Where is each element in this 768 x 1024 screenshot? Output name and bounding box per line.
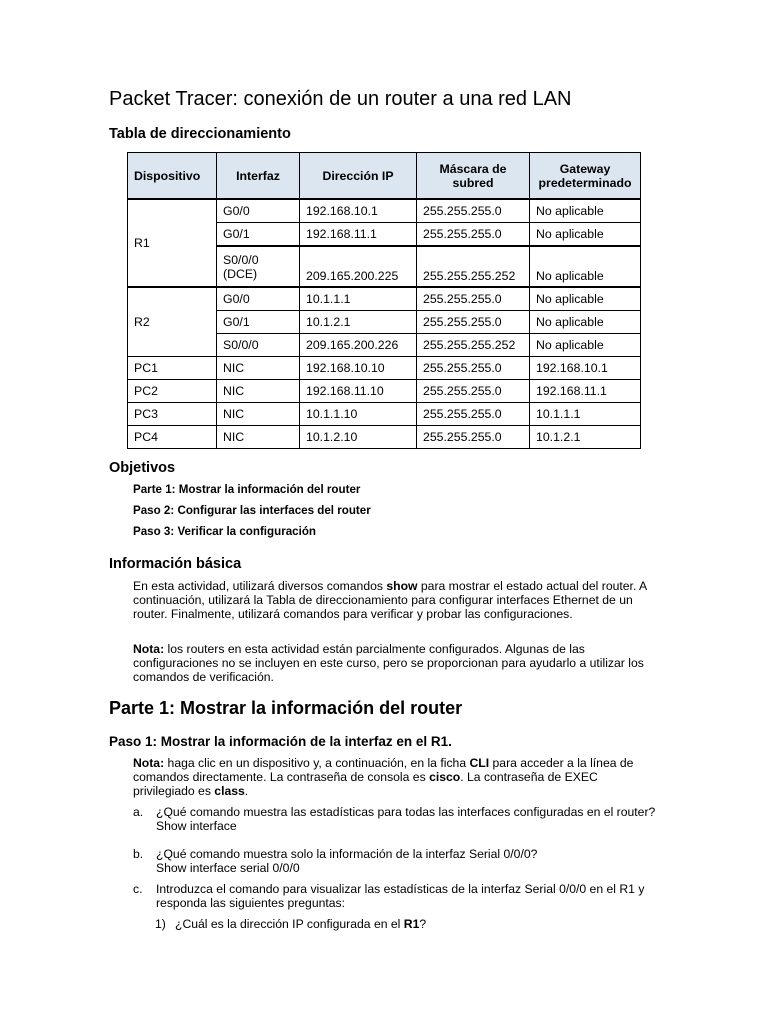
table-row xyxy=(128,403,641,426)
table-row xyxy=(128,426,641,449)
table-row xyxy=(128,380,641,403)
cell-mask: 255.255.255.0 xyxy=(417,357,530,380)
cell-ip: 209.165.200.226 xyxy=(300,334,417,357)
step1-heading: Paso 1: Mostrar la información de la interfaz en el R1. xyxy=(109,734,452,749)
cell-ip: 10.1.1.10 xyxy=(300,403,417,426)
cell-iface: NIC xyxy=(217,357,300,380)
cell-ip: 192.168.10.10 xyxy=(300,357,417,380)
objective-item: Parte 1: Mostrar la información del router xyxy=(133,483,361,496)
part1-heading: Parte 1: Mostrar la información del router xyxy=(109,698,463,718)
cell-device: PC4 xyxy=(128,426,217,449)
background-heading: Información básica xyxy=(109,556,242,572)
cell-ip: 192.168.11.10 xyxy=(300,380,417,403)
cell-iface: G0/0 xyxy=(217,287,300,311)
header-gateway: Gateway predeterminado xyxy=(530,153,641,200)
question-text: Introduzca el comando para visualizar las estadísticas de la interfaz Serial 0/0/0 en el R1 y responda las siguientes preguntas: xyxy=(156,882,645,910)
question-label: 1) xyxy=(155,917,166,931)
answer-text: Show interface xyxy=(156,819,237,833)
cell-gateway: 192.168.11.1 xyxy=(530,380,641,403)
cell-gateway: No aplicable xyxy=(530,334,641,357)
table-row xyxy=(128,199,641,223)
cell-iface: NIC xyxy=(217,426,300,449)
cell-mask: 255.255.255.0 xyxy=(417,311,530,334)
question-label: a. xyxy=(133,805,144,819)
cell-ip: 192.168.10.1 xyxy=(300,199,417,223)
table-row xyxy=(128,287,641,311)
cell-mask: 255.255.255.0 xyxy=(417,287,530,311)
cell-mask: 255.255.255.252 xyxy=(417,334,530,357)
question-a xyxy=(133,805,673,833)
cell-ip: 10.1.1.1 xyxy=(300,287,417,311)
objectives-heading: Objetivos xyxy=(109,460,176,476)
question-text: ¿Cuál es la dirección IP configurada en el R1? xyxy=(175,917,427,931)
objectives-list xyxy=(133,483,371,546)
header-interface: Interfaz xyxy=(217,153,300,200)
cell-gateway: 10.1.2.1 xyxy=(530,426,641,449)
question-text: ¿Qué comando muestra las estadísticas para todas las interfaces configuradas en el router? xyxy=(156,805,656,819)
header-device: Dispositivo xyxy=(128,153,217,200)
cell-gateway: No aplicable xyxy=(530,287,641,311)
header-ip: Dirección IP xyxy=(300,153,417,200)
cell-iface: G0/0 xyxy=(217,199,300,223)
cell-iface: S0/0/0 xyxy=(217,334,300,357)
device-r1: R1 xyxy=(128,199,217,287)
background-paragraph: En esta actividad, utilizará diversos comandos show para mostrar el estado actual del router. A continuación, utilizará la Tabla de direccionamiento para configurar interfaces Ethernet de un router. Finalmente, utilizará comandos para verificar y probar las configuraciones. xyxy=(133,579,647,621)
step1-note: Nota: haga clic en un dispositivo y, a continuación, en la ficha CLI para acceder a la línea de comandos directamente. La contraseña de consola es cisco. La contraseña de EXEC privilegiado es class. xyxy=(133,756,634,798)
cell-gateway: No aplicable xyxy=(530,199,641,223)
cell-mask: 255.255.255.0 xyxy=(417,380,530,403)
question-b xyxy=(133,847,673,875)
cell-mask: 255.255.255.252 xyxy=(417,246,530,287)
question-c1 xyxy=(155,917,695,931)
cell-iface: G0/1 xyxy=(217,223,300,247)
cell-gateway: No aplicable xyxy=(530,246,641,287)
cell-gateway: No aplicable xyxy=(530,311,641,334)
header-mask: Máscara de subred xyxy=(417,153,530,200)
cell-iface: NIC xyxy=(217,380,300,403)
objective-item: Paso 3: Verificar la configuración xyxy=(133,525,316,538)
cell-device: PC3 xyxy=(128,403,217,426)
cell-device: PC1 xyxy=(128,357,217,380)
cell-mask: 255.255.255.0 xyxy=(417,426,530,449)
objective-item: Paso 2: Configurar las interfaces del router xyxy=(133,504,371,517)
cell-ip: 10.1.2.1 xyxy=(300,311,417,334)
cell-mask: 255.255.255.0 xyxy=(417,199,530,223)
answer-text: Show interface serial 0/0/0 xyxy=(156,861,300,875)
cell-mask: 255.255.255.0 xyxy=(417,403,530,426)
cell-iface: S0/0/0 (DCE) xyxy=(217,246,300,287)
cell-gateway: 10.1.1.1 xyxy=(530,403,641,426)
question-label: c. xyxy=(133,882,143,896)
table-row xyxy=(128,357,641,380)
question-c xyxy=(133,882,673,910)
cell-mask: 255.255.255.0 xyxy=(417,223,530,247)
table-header-row xyxy=(128,153,641,200)
cell-gateway: No aplicable xyxy=(530,223,641,247)
cell-iface: G0/1 xyxy=(217,311,300,334)
cell-ip: 209.165.200.225 xyxy=(300,246,417,287)
question-label: b. xyxy=(133,847,144,861)
cell-gateway: 192.168.10.1 xyxy=(530,357,641,380)
question-text: ¿Qué comando muestra solo la información de la interfaz Serial 0/0/0? xyxy=(156,847,538,861)
page-title: Packet Tracer: conexión de un router a una red LAN xyxy=(109,88,572,110)
cell-iface: NIC xyxy=(217,403,300,426)
background-note: Nota: los routers en esta actividad están parcialmente configurados. Algunas de las configuraciones no se incluyen en este curso, pero se proporcionan para ayudarlo a utilizar los comandos de verificación. xyxy=(133,642,644,684)
device-r2: R2 xyxy=(128,287,217,357)
cell-ip: 192.168.11.1 xyxy=(300,223,417,247)
addressing-table xyxy=(127,152,641,449)
table-heading: Tabla de direccionamiento xyxy=(109,126,291,142)
cell-device: PC2 xyxy=(128,380,217,403)
cell-ip: 10.1.2.10 xyxy=(300,426,417,449)
